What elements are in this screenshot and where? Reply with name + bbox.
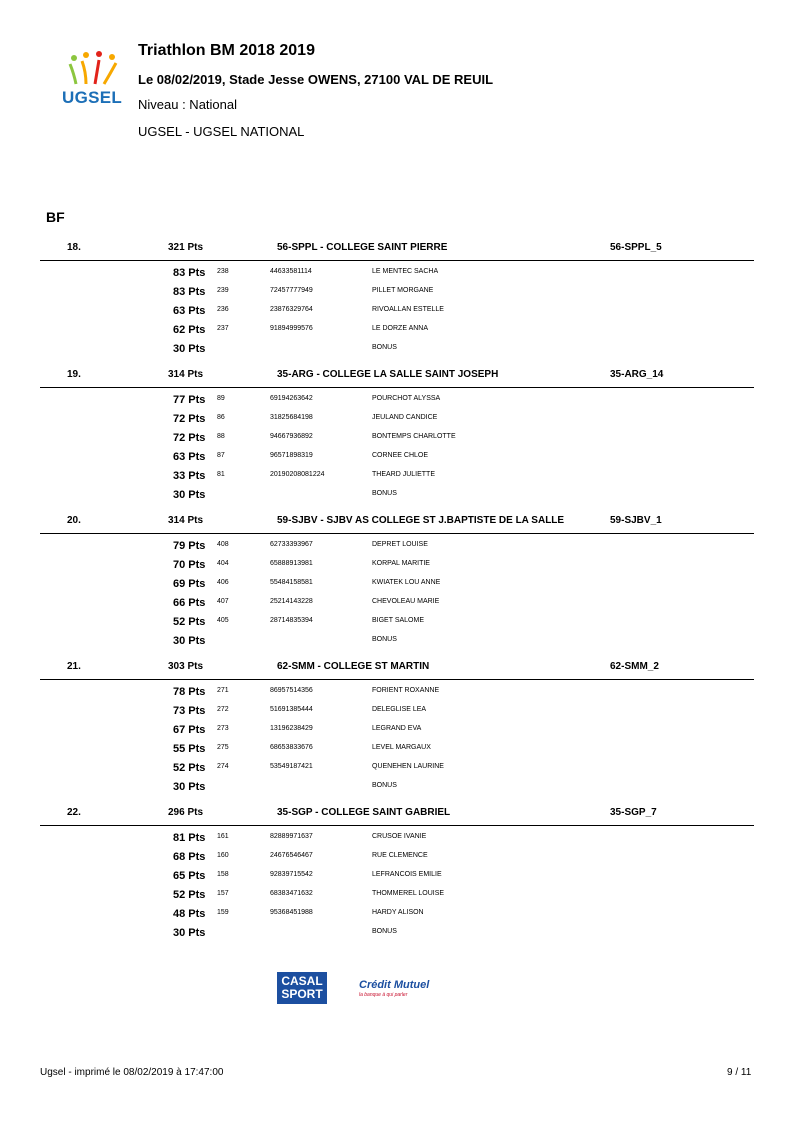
team-row [40, 803, 754, 826]
member-points: 48 Pts [173, 908, 206, 920]
team-members [40, 534, 754, 651]
member-points: 30 Pts [173, 343, 206, 355]
team-name: 56-SPPL - COLLEGE SAINT PIERRE [277, 242, 448, 253]
team-rank: 22. [67, 807, 81, 818]
results-list [40, 238, 754, 943]
member-points: 65 Pts [173, 870, 206, 882]
member-license: 24676546467 [270, 852, 313, 859]
member-row [40, 721, 754, 740]
logo-text: UGSEL [62, 88, 123, 107]
team-rank: 21. [67, 661, 81, 672]
member-row [40, 683, 754, 702]
member-points: 62 Pts [173, 324, 206, 336]
member-bib: 408 [217, 541, 229, 548]
member-name: CORNEE CHLOE [372, 452, 429, 459]
member-points: 33 Pts [173, 470, 206, 482]
team-members [40, 680, 754, 797]
member-row [40, 632, 754, 651]
member-points: 79 Pts [173, 540, 206, 552]
member-row [40, 486, 754, 505]
member-points: 72 Pts [173, 413, 206, 425]
team-name: 62-SMM - COLLEGE ST MARTIN [277, 661, 430, 672]
member-name: BONUS [372, 928, 397, 935]
member-license: 62733393967 [270, 541, 313, 548]
member-row [40, 467, 754, 486]
member-bib: 159 [217, 909, 229, 916]
member-points: 52 Pts [173, 889, 206, 901]
member-name: BONTEMPS CHARLOTTE [372, 433, 456, 440]
member-license: 28714835394 [270, 617, 313, 624]
ugsel-logo [62, 50, 128, 110]
team-rank: 18. [67, 242, 81, 253]
member-license: 95368451988 [270, 909, 313, 916]
team-code: 35-ARG_14 [610, 369, 664, 380]
member-bib: 161 [217, 833, 229, 840]
member-points: 78 Pts [173, 686, 206, 698]
team-name: 59-SJBV - SJBV AS COLLEGE ST J.BAPTISTE DE LA SALLE [277, 515, 565, 526]
member-points: 63 Pts [173, 451, 206, 463]
member-bib: 86 [217, 414, 225, 421]
member-points: 52 Pts [173, 762, 206, 774]
member-name: PILLET MORGANE [372, 287, 434, 294]
member-row [40, 594, 754, 613]
member-license: 94667936892 [270, 433, 313, 440]
team-points: 314 Pts [168, 515, 204, 526]
member-row [40, 556, 754, 575]
member-row [40, 867, 754, 886]
member-points: 83 Pts [173, 286, 206, 298]
member-license: 23876329764 [270, 306, 313, 313]
member-row [40, 778, 754, 797]
member-name: KORPAL MARITIE [372, 560, 430, 567]
category-heading: BF [46, 209, 65, 225]
member-bib: 81 [217, 471, 225, 478]
member-license: 13196238429 [270, 725, 313, 732]
member-license: 72457777949 [270, 287, 313, 294]
member-name: JEULAND CANDICE [372, 414, 438, 421]
member-points: 63 Pts [173, 305, 206, 317]
member-points: 67 Pts [173, 724, 206, 736]
member-name: LEVEL MARGAUX [372, 744, 431, 751]
member-license: 96571898319 [270, 452, 313, 459]
member-points: 30 Pts [173, 635, 206, 647]
competition-level: Niveau : National [138, 97, 237, 112]
casal-sport-logo [277, 972, 327, 1004]
member-name: BONUS [372, 344, 397, 351]
member-bib: 404 [217, 560, 229, 567]
member-points: 55 Pts [173, 743, 206, 755]
team-name: 35-ARG - COLLEGE LA SALLE SAINT JOSEPH [277, 369, 499, 380]
member-points: 30 Pts [173, 927, 206, 939]
casal-logo-line1: CASAL [281, 974, 323, 988]
member-row [40, 575, 754, 594]
team-row [40, 511, 754, 534]
member-row [40, 759, 754, 778]
team-code: 56-SPPL_5 [610, 242, 662, 253]
member-license: 55484158581 [270, 579, 313, 586]
member-name: CHEVOLEAU MARIE [372, 598, 440, 605]
member-name: LE DORZE ANNA [372, 325, 429, 332]
member-points: 70 Pts [173, 559, 206, 571]
member-license: 68383471632 [270, 890, 313, 897]
member-license: 20190208081224 [270, 471, 325, 478]
member-name: HARDY ALISON [372, 909, 424, 916]
casal-logo-line2: SPORT [281, 987, 323, 1001]
member-bib: 406 [217, 579, 229, 586]
member-points: 83 Pts [173, 267, 206, 279]
member-points: 30 Pts [173, 489, 206, 501]
member-points: 72 Pts [173, 432, 206, 444]
team-name: 35-SGP - COLLEGE SAINT GABRIEL [277, 807, 451, 818]
team-points: 303 Pts [168, 661, 204, 672]
member-name: THOMMEREL LOUISE [372, 890, 445, 897]
team-code: 59-SJBV_1 [610, 515, 662, 526]
member-name: BONUS [372, 490, 397, 497]
member-name: LE MENTEC SACHA [372, 268, 439, 275]
member-name: BIGET SALOME [372, 617, 424, 624]
member-row [40, 302, 754, 321]
member-name: BONUS [372, 636, 397, 643]
team-rank: 20. [67, 515, 81, 526]
member-row [40, 340, 754, 359]
team-code: 35-SGP_7 [610, 807, 657, 818]
page-number: 9 / 11 [727, 1067, 752, 1078]
member-points: 81 Pts [173, 832, 206, 844]
member-license: 91894999576 [270, 325, 313, 332]
member-name: KWIATEK LOU ANNE [372, 579, 441, 586]
credit-mutuel-name: Crédit Mutuel [359, 979, 430, 991]
member-points: 73 Pts [173, 705, 206, 717]
member-bib: 160 [217, 852, 229, 859]
member-row [40, 264, 754, 283]
member-row [40, 848, 754, 867]
member-bib: 238 [217, 268, 229, 275]
event-date-location: Le 08/02/2019, Stade Jesse OWENS, 27100 VAL DE REUIL [138, 72, 494, 87]
team-points: 296 Pts [168, 807, 204, 818]
team-code: 62-SMM_2 [610, 661, 659, 672]
member-license: 51691385444 [270, 706, 313, 713]
member-license: 92839715542 [270, 871, 313, 878]
member-points: 52 Pts [173, 616, 206, 628]
member-points: 68 Pts [173, 851, 206, 863]
member-row [40, 448, 754, 467]
member-bib: 274 [217, 763, 229, 770]
member-license: 65888913981 [270, 560, 313, 567]
member-points: 77 Pts [173, 394, 206, 406]
member-bib: 407 [217, 598, 229, 605]
member-row [40, 613, 754, 632]
member-name: LEFRANCOIS EMILIE [372, 871, 442, 878]
member-points: 30 Pts [173, 781, 206, 793]
member-bib: 157 [217, 890, 229, 897]
member-bib: 272 [217, 706, 229, 713]
athletes-figures-icon [66, 50, 122, 86]
member-license: 25214143228 [270, 598, 313, 605]
team-points: 321 Pts [168, 242, 204, 253]
team-members [40, 388, 754, 505]
member-row [40, 740, 754, 759]
member-row [40, 886, 754, 905]
member-license: 53549187421 [270, 763, 313, 770]
member-name: RIVOALLAN ESTELLE [372, 306, 444, 313]
member-row [40, 321, 754, 340]
member-row [40, 924, 754, 943]
member-row [40, 537, 754, 556]
member-name: THEARD JULIETTE [372, 471, 436, 478]
team-row [40, 365, 754, 388]
member-bib: 405 [217, 617, 229, 624]
team-members [40, 826, 754, 943]
page-title: Triathlon BM 2018 2019 [138, 42, 315, 59]
member-row [40, 905, 754, 924]
member-license: 44633581114 [270, 268, 312, 275]
member-name: POURCHOT ALYSSA [372, 395, 441, 402]
member-license: 86957514356 [270, 687, 313, 694]
member-license: 31825684198 [270, 414, 313, 421]
member-row [40, 829, 754, 848]
member-license: 82889971637 [270, 833, 313, 840]
member-bib: 239 [217, 287, 229, 294]
member-name: BONUS [372, 782, 397, 789]
member-row [40, 429, 754, 448]
member-row [40, 702, 754, 721]
member-name: RUE CLEMENCE [372, 852, 428, 859]
member-name: QUENEHEN LAURINE [372, 763, 444, 770]
member-bib: 87 [217, 452, 225, 459]
team-row [40, 238, 754, 261]
member-license: 69194263642 [270, 395, 313, 402]
member-points: 69 Pts [173, 578, 206, 590]
member-row [40, 283, 754, 302]
team-row [40, 657, 754, 680]
member-bib: 158 [217, 871, 229, 878]
organization-name: UGSEL - UGSEL NATIONAL [138, 124, 305, 139]
member-name: LEGRAND EVA [372, 725, 422, 732]
member-row [40, 391, 754, 410]
team-rank: 19. [67, 369, 81, 380]
member-bib: 275 [217, 744, 229, 751]
member-name: DELEGLISE LEA [372, 706, 427, 713]
credit-mutuel-logo [359, 975, 429, 998]
member-bib: 273 [217, 725, 229, 732]
member-bib: 271 [217, 687, 229, 694]
credit-mutuel-tagline: la banque à qui parler [359, 992, 408, 998]
member-points: 66 Pts [173, 597, 206, 609]
member-name: CRUSOE IVANIE [372, 833, 427, 840]
member-license: 68653833676 [270, 744, 313, 751]
team-members [40, 261, 754, 359]
member-name: DEPRET LOUISE [372, 541, 428, 548]
team-points: 314 Pts [168, 369, 204, 380]
member-bib: 236 [217, 306, 229, 313]
print-timestamp: Ugsel - imprimé le 08/02/2019 à 17:47:00 [40, 1067, 224, 1078]
member-row [40, 410, 754, 429]
member-bib: 89 [217, 395, 225, 402]
member-bib: 88 [217, 433, 225, 440]
member-name: FORIENT ROXANNE [372, 687, 440, 694]
member-bib: 237 [217, 325, 229, 332]
